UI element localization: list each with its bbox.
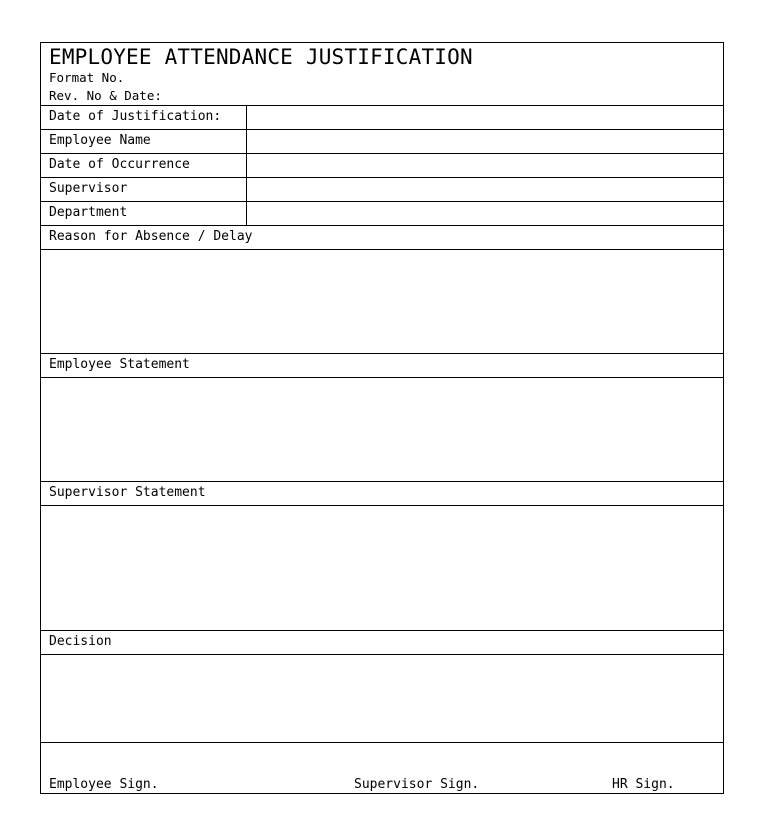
- date-of-justification-field[interactable]: [246, 106, 723, 129]
- section-header-reason: [41, 226, 723, 250]
- attendance-justification-form: [40, 42, 724, 794]
- field-row-date-of-justification: [41, 106, 723, 130]
- hr-signature-label: HR Sign.: [612, 777, 675, 792]
- date-of-occurrence-field[interactable]: [246, 154, 723, 177]
- signature-row: [41, 741, 723, 793]
- section-header-decision: [41, 631, 723, 655]
- section-label: Decision: [49, 634, 112, 649]
- rev-no-date-label: Rev. No & Date:: [49, 88, 162, 103]
- field-label: Department: [49, 205, 128, 220]
- field-label: Employee Name: [49, 133, 151, 148]
- supervisor-statement-textarea[interactable]: [41, 506, 723, 631]
- field-label: Date of Justification:: [49, 109, 222, 124]
- employee-name-field[interactable]: [246, 130, 723, 153]
- reason-textarea[interactable]: [41, 250, 723, 354]
- form-title: EMPLOYEE ATTENDANCE JUSTIFICATION: [49, 45, 473, 69]
- format-no-label: Format No.: [49, 70, 125, 85]
- section-header-employee-statement: [41, 354, 723, 378]
- supervisor-field[interactable]: [246, 178, 723, 201]
- field-row-department: [41, 202, 723, 226]
- section-label: Employee Statement: [49, 357, 190, 372]
- decision-textarea[interactable]: [41, 655, 723, 743]
- field-label: Supervisor: [49, 181, 128, 196]
- field-row-supervisor: [41, 178, 723, 202]
- form-header: [41, 43, 723, 106]
- employee-signature-label: Employee Sign.: [49, 777, 159, 792]
- department-field[interactable]: [246, 202, 723, 225]
- employee-statement-textarea[interactable]: [41, 378, 723, 482]
- field-row-employee-name: [41, 130, 723, 154]
- field-label: Date of Occurrence: [49, 157, 190, 172]
- supervisor-signature-label: Supervisor Sign.: [354, 777, 480, 792]
- section-header-supervisor-statement: [41, 482, 723, 506]
- section-label: Supervisor Statement: [49, 485, 206, 500]
- section-label: Reason for Absence / Delay: [49, 229, 253, 244]
- field-row-date-of-occurrence: [41, 154, 723, 178]
